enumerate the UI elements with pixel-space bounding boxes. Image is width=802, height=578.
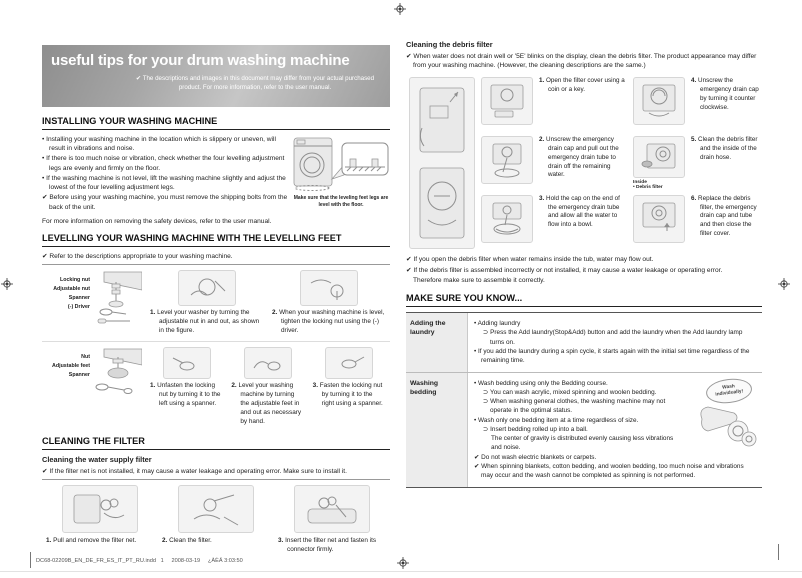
crop-mark — [30, 552, 31, 568]
step-number: 1. — [46, 537, 52, 545]
label-locking-nut: Locking nut — [59, 277, 90, 284]
content-line: ⊃ When washing general clothes, the washing machine may not operate in the optimal status. — [483, 398, 666, 415]
step-text: Level your washing machine by turning the adjustable feet in and out as necessary by hand. — [238, 382, 302, 426]
check-note: ✔ If the debris filter is assembled incorrectly or not installed, it may cause a water leakage or operating error. — [406, 266, 723, 274]
step-text: Clean the filter. — [169, 537, 212, 545]
clean-debris-filter-icon — [633, 136, 685, 178]
subsection-heading: Cleaning the water supply filter — [42, 455, 152, 465]
levelling-row-feet-type — [42, 341, 390, 427]
step-number: 4. — [691, 77, 697, 85]
step-illustration-icon — [163, 347, 211, 379]
print-footer: DC68-02209B_EN_DE_FR_ES_IT_PT_RU.indd 1 2008-03-19 ¿ÀÈÄ 3:03:50 — [36, 558, 243, 564]
label-spanner: Spanner — [68, 372, 90, 379]
content-line: ✔ Do not wash electric blankets or carpets. — [474, 453, 597, 461]
levelling-step — [227, 347, 308, 427]
step-number: 5. — [691, 136, 697, 144]
levelling-step — [309, 347, 390, 427]
levelling-step — [268, 270, 390, 336]
registration-mark-left-icon — [1, 277, 13, 289]
left-column — [42, 45, 390, 555]
debris-step-image — [478, 193, 536, 252]
section-installing — [42, 116, 390, 226]
clean-filter-icon — [178, 485, 254, 533]
content-line: ⊃ Insert bedding rolled up into a ball. — [483, 425, 588, 433]
washer-illustration-icon — [292, 135, 390, 191]
washer-leveling-illustration — [292, 135, 390, 209]
debris-step-image — [478, 134, 536, 193]
label-adjustable-feet: Adjustable feet — [52, 363, 90, 370]
water-filter-step — [274, 485, 390, 555]
step-number: 1. — [150, 382, 156, 390]
filter-cover-panel — [406, 75, 478, 251]
pull-filter-net-icon — [62, 485, 138, 533]
bullet: • Installing your washing machine in the location which is slippery or uneven, will result in vibrations and noise. — [42, 136, 276, 153]
step-number: 2. — [539, 136, 545, 144]
debris-step-image — [478, 75, 536, 134]
step-text: Hold the cap on the end of the emergency drain tube and allow all the water to flow into a bowl. — [546, 194, 620, 229]
right-column — [406, 38, 762, 488]
content-line: • If you add the laundry during a spin cycle, it starts again with the initial set time regardless of the remaining time. — [474, 347, 750, 365]
adjustable-feet-diagram-icon — [90, 347, 142, 399]
step-illustration-icon — [178, 270, 236, 306]
section-cleaning-filter — [42, 436, 390, 555]
step-illustration-icon — [300, 270, 358, 306]
debris-step — [536, 134, 630, 193]
registration-mark-right-icon — [778, 277, 790, 289]
row-label: Adding the laundry — [406, 313, 468, 371]
content-line: ⊃ You can wash acrylic, mixed spinning and woolen bedding. — [483, 388, 657, 396]
step-number: 2. — [272, 309, 278, 317]
debris-step — [688, 193, 762, 252]
make-sure-table — [406, 312, 762, 488]
label-spanner: Spanner — [68, 295, 90, 302]
step-number: 3. — [312, 382, 318, 390]
step-number: 6. — [691, 194, 697, 202]
debris-steps-grid — [406, 75, 762, 251]
step-text: Level your washer by turning the adjustable nut in and out, as shown in the figure. — [157, 309, 260, 335]
label-adjustable-nut: Adjustable nut — [53, 286, 90, 293]
label-nut: Nut — [81, 354, 90, 361]
leveling-foot-diagram-icon — [90, 270, 142, 326]
table-row — [406, 313, 762, 372]
title-banner — [42, 45, 390, 107]
debris-step-image — [630, 75, 688, 134]
crop-mark — [778, 544, 779, 560]
bullet: • If the washing machine is not level, lift the washing machine slightly and adjust the lowest of the four levelling adjustment legs. — [42, 174, 286, 192]
step-number: 3. — [278, 537, 284, 545]
content-line: The center of gravity is distributed evenly causing less vibrations and noise. — [491, 435, 674, 452]
step-text: Pull and remove the filter net. — [53, 537, 137, 545]
step-text: Clean the debris filter and the inside of the drain hose. — [698, 136, 758, 161]
debris-step — [688, 75, 762, 134]
divider — [42, 264, 390, 265]
bedding-illustration — [694, 379, 760, 453]
step-illustration-icon — [244, 347, 292, 379]
step-number: 1. — [539, 77, 545, 85]
speech-bubble: Wash individually! — [705, 376, 754, 405]
content-line: • Wash bedding using only the Bedding course. — [474, 379, 608, 387]
levelling-diagram-2 — [42, 347, 146, 427]
row-content — [468, 313, 762, 371]
water-filter-step — [158, 485, 274, 555]
bullet: • If there is too much noise or vibration, check whether the four levelling adjustment legs are evenly and firmly on the floor. — [42, 155, 285, 172]
debris-step — [536, 193, 630, 252]
water-into-bowl-icon — [481, 195, 533, 243]
divider — [42, 479, 390, 480]
insert-filter-net-icon — [294, 485, 370, 533]
check-note: ✔ When water does not drain well or '5E' blinks on the display, clean the debris filter. The product appearance may differ from your washing machine. (However, the cleaning descriptions are the same.) — [406, 53, 757, 70]
registration-mark-top-icon — [394, 2, 406, 14]
section-debris-filter — [406, 40, 762, 285]
coin-open-cover-icon — [481, 77, 533, 125]
check-note: ✔ Refer to the descriptions appropriate to your washing machine. — [42, 253, 233, 261]
step-number: 1. — [150, 309, 156, 317]
section-heading: MAKE SURE YOU KNOW... — [406, 293, 762, 307]
illustration-caption: Make sure that the leveling feet legs are level with the floor. — [293, 195, 389, 208]
check-note: ✔ Before using your washing machine, you must remove the shipping bolts from the back of the unit. — [42, 194, 288, 211]
step-text: Unfasten the locking nut by turning it to the left using a spanner. — [157, 382, 221, 408]
debris-step-image — [630, 134, 688, 193]
check-note: ✔ If the filter net is not installed, it may cause a water leakage and operating error. Make sure to install it. — [42, 468, 347, 476]
diagram-labels — [42, 347, 90, 381]
levelling-step — [146, 347, 227, 427]
rolled-bedding-icon — [694, 379, 760, 453]
section-heading: CLEANING THE FILTER — [42, 436, 390, 450]
step-number: 2. — [231, 382, 237, 390]
inside-label: Inside — [633, 180, 647, 186]
levelling-diagram-1 — [42, 270, 146, 336]
step-number: 2. — [162, 537, 168, 545]
step-text: Insert the filter net and fasten its connector firmly. — [285, 537, 377, 554]
section-heading: INSTALLING YOUR WASHING MACHINE — [42, 116, 390, 130]
section-make-sure — [406, 293, 762, 488]
installing-bullets — [42, 135, 288, 212]
levelling-row-nut-type — [42, 270, 390, 336]
step-text: Open the filter cover using a coin or a key. — [546, 77, 625, 94]
content-line: ✔ When spinning blankets, cotton bedding, and woolen bedding, too much noise and vibrations may occur and the wash cannot be completed as spinning is not performed. — [474, 463, 744, 480]
registration-mark-bottom-icon — [397, 556, 409, 568]
check-note: ✔ If you open the debris filter when water remains inside the tub, water may flow out. — [406, 256, 654, 264]
step-text: When your washing machine is level, tighten the locking nut using the (-) driver. — [279, 309, 385, 335]
step-number: 3. — [539, 194, 545, 202]
content-line: • Wash only one bedding item at a time regardless of size. — [474, 416, 639, 424]
table-row — [406, 373, 762, 487]
drain-tube-icon — [481, 136, 533, 184]
section-heading: LEVELLING YOUR WASHING MACHINE WITH THE LEVELLING FEET — [42, 233, 390, 247]
banner-note: ✔ The descriptions and images in this document may differ from your actual purchased product. For more information, refer to the user manual. — [135, 75, 375, 91]
row-label: Washing bedding — [406, 373, 468, 487]
more-info-note: For more information on removing the safety devices, refer to the user manual. — [42, 218, 272, 225]
step-text: Unscrew the emergency drain cap and pull out the emergency drain tube to drain off the remaining water. — [546, 136, 619, 179]
levelling-step — [146, 270, 268, 336]
debris-step — [536, 75, 630, 134]
page-edge-line — [0, 571, 802, 572]
step-text: Fasten the locking nut by turning it to the right using a spanner. — [319, 382, 383, 408]
step-text: Replace the debris filter, the emergency drain cap and tube and then close the filter cover. — [698, 194, 757, 238]
debris-step — [688, 134, 762, 193]
note-continuation: Therefore make sure to assemble it correctly. — [413, 276, 545, 284]
replace-filter-icon — [633, 195, 685, 243]
content-line: ⊃ Press the Add laundry(Stop&Add) button and add the laundry when the Add laundry lamp turns on. — [483, 329, 743, 346]
open-cover-illustration-icon — [409, 77, 475, 249]
unscrew-cap-icon — [633, 77, 685, 125]
debris-step-image — [630, 193, 688, 252]
subsection-heading: Cleaning the debris filter — [406, 40, 493, 49]
row-content — [468, 373, 762, 487]
water-filter-step — [42, 485, 158, 555]
step-text: Unscrew the emergency drain cap by turning it counter clockwise. — [698, 77, 759, 111]
content-line: • Adding laundry — [474, 320, 521, 328]
label-driver: (-) Driver — [67, 304, 90, 311]
step-illustration-icon — [325, 347, 373, 379]
debris-notes — [406, 255, 762, 285]
debris-filter-label: • Debris filter — [633, 185, 663, 191]
diagram-labels — [42, 270, 90, 313]
page-title: useful tips for your drum washing machine — [51, 52, 350, 69]
section-levelling — [42, 233, 390, 427]
water-filter-steps — [42, 485, 390, 555]
